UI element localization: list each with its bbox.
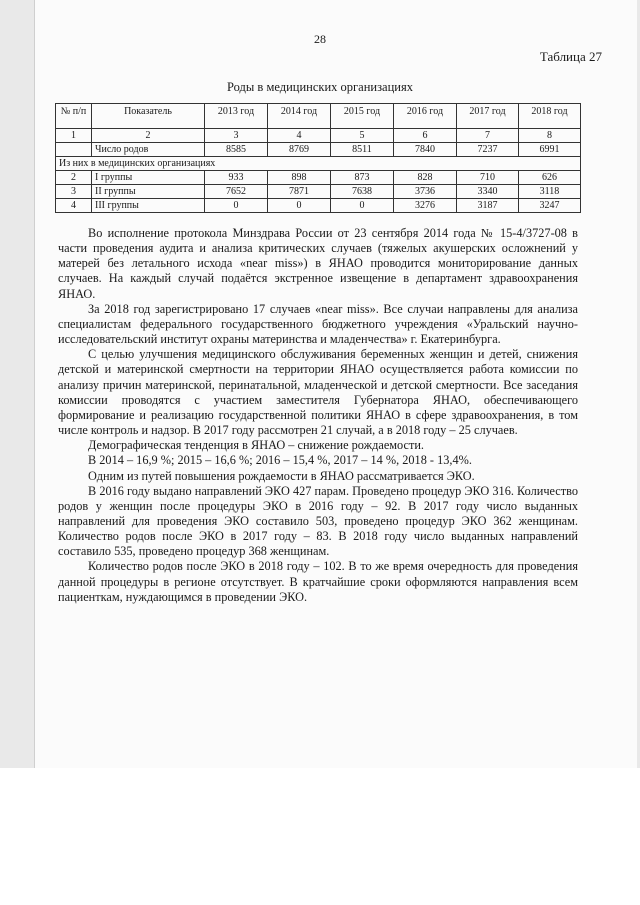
value-cell: 7652 bbox=[205, 185, 268, 199]
row-label-cell: Число родов bbox=[92, 143, 205, 157]
header-cell: 2014 год bbox=[268, 104, 331, 129]
row-number-cell bbox=[56, 143, 92, 157]
value-cell: 7840 bbox=[394, 143, 457, 157]
paragraph-eco-stats: В 2016 году выдано направлений ЭКО 427 парам. Проведено процедур ЭКО 316. Количество родов у женщин после процедуры ЭКО в 2016 году – 92. В 2017 году число выданных направлений для проведения ЭКО составило 503, проведено процедур ЭКО 362 женщинам. Количество родов после ЭКО в 2017 году – 83. В 2018 году число выданных направлений составило 535, проведено процедур 368 женщинам. bbox=[58, 483, 578, 559]
subheader-cell: Из них в медицинских организациях bbox=[56, 157, 581, 171]
value-cell: 873 bbox=[331, 171, 394, 185]
page-number: 28 bbox=[314, 32, 326, 46]
table-row bbox=[56, 185, 581, 199]
header-cell: Показатель bbox=[92, 104, 205, 129]
column-number-cell: 3 bbox=[205, 129, 268, 143]
row-number-cell: 4 bbox=[56, 199, 92, 213]
column-number-row bbox=[56, 129, 581, 143]
body-text bbox=[58, 226, 578, 605]
value-cell: 6991 bbox=[519, 143, 581, 157]
value-cell: 0 bbox=[268, 199, 331, 213]
header-cell: 2013 год bbox=[205, 104, 268, 129]
births-table bbox=[55, 103, 581, 213]
row-label-cell: II группы bbox=[92, 185, 205, 199]
value-cell: 3276 bbox=[394, 199, 457, 213]
paragraph-birth-rates: В 2014 – 16,9 %; 2015 – 16,6 %; 2016 – 15,4 %, 2017 – 14 %, 2018 - 13,4%. bbox=[88, 453, 472, 468]
table-row-total bbox=[56, 143, 581, 157]
column-number-cell: 4 bbox=[268, 129, 331, 143]
row-number-cell: 3 bbox=[56, 185, 92, 199]
value-cell: 8585 bbox=[205, 143, 268, 157]
paragraph-near-miss-2018: За 2018 год зарегистрировано 17 случаев «near miss». Все случаи направлены для анализа специалистам федерального государственного бюджетного учреждения «Уральский научно-исследовательский институт охраны материнства и младенчества» г. Екатеринбурга. bbox=[58, 301, 578, 347]
header-cell: 2018 год bbox=[519, 104, 581, 129]
value-cell: 7871 bbox=[268, 185, 331, 199]
row-number-cell: 2 bbox=[56, 171, 92, 185]
table-header-row bbox=[56, 104, 581, 129]
table-label: Таблица 27 bbox=[539, 49, 602, 64]
header-cell: 2015 год bbox=[331, 104, 394, 129]
column-number-cell: 7 bbox=[457, 129, 519, 143]
page-background bbox=[0, 768, 640, 905]
table-row bbox=[56, 199, 581, 213]
value-cell: 3340 bbox=[457, 185, 519, 199]
value-cell: 828 bbox=[394, 171, 457, 185]
row-label-cell: I группы bbox=[92, 171, 205, 185]
paragraph-demographic-trend: Демографическая тенденция в ЯНАО – снижение рождаемости. bbox=[88, 438, 425, 453]
table-title: Роды в медицинских организациях bbox=[227, 80, 413, 94]
paragraph-eco-2018: Количество родов после ЭКО в 2018 году – 102. В то же время очередность для проведения данной процедуры в регионе отсутствует. В кратчайшие сроки оформляются направления всем пациенткам, нуждающимся в проведении ЭКО. bbox=[58, 559, 578, 604]
column-number-cell: 5 bbox=[331, 129, 394, 143]
paragraph-eco-intro: Одним из путей повышения рождаемости в ЯНАО рассматривается ЭКО. bbox=[88, 468, 475, 483]
column-number-cell: 2 bbox=[92, 129, 205, 143]
value-cell: 3247 bbox=[519, 199, 581, 213]
header-cell: № п/п bbox=[56, 104, 92, 129]
paragraph-near-miss-protocol: Во исполнение протокола Минздрава России от 23 сентября 2014 года № 15-4/3727-08 в части проведения аудита и анализа критических случаев (тяжелых акушерских осложнений у матерей без летального исхода «near miss») в ЯНАО проводится мониторирование данных случаев. На каждый случай подаётся экстренное извещение в департамент здравоохранения ЯНАО. bbox=[58, 226, 578, 301]
value-cell: 8769 bbox=[268, 143, 331, 157]
value-cell: 898 bbox=[268, 171, 331, 185]
value-cell: 626 bbox=[519, 171, 581, 185]
value-cell: 7237 bbox=[457, 143, 519, 157]
value-cell: 0 bbox=[205, 199, 268, 213]
column-number-cell: 6 bbox=[394, 129, 457, 143]
value-cell: 3187 bbox=[457, 199, 519, 213]
value-cell: 0 bbox=[331, 199, 394, 213]
header-cell: 2016 год bbox=[394, 104, 457, 129]
paragraph-commission: С целью улучшения медицинского обслуживания беременных женщин и детей, снижения детской и материнской смертности на территории ЯНАО осуществляется работа комиссии по анализу причин материнской, перинатальной, младенческой и детской смертности. Все заседания комиссии проводятся с участием заместителя Губернатора ЯНАО, обеспечивающего формирование и реализацию государственной политики ЯНАО в сфере здравоохранения, в том числе контроль и надзор. В 2017 году рассмотрен 21 случай, а в 2018 году – 25 случаев. bbox=[58, 347, 578, 438]
value-cell: 710 bbox=[457, 171, 519, 185]
table-row bbox=[56, 171, 581, 185]
value-cell: 3736 bbox=[394, 185, 457, 199]
row-label-cell: III группы bbox=[92, 199, 205, 213]
table-subheader-row bbox=[56, 157, 581, 171]
value-cell: 933 bbox=[205, 171, 268, 185]
value-cell: 8511 bbox=[331, 143, 394, 157]
column-number-cell: 1 bbox=[56, 129, 92, 143]
header-cell: 2017 год bbox=[457, 104, 519, 129]
value-cell: 3118 bbox=[519, 185, 581, 199]
column-number-cell: 8 bbox=[519, 129, 581, 143]
value-cell: 7638 bbox=[331, 185, 394, 199]
